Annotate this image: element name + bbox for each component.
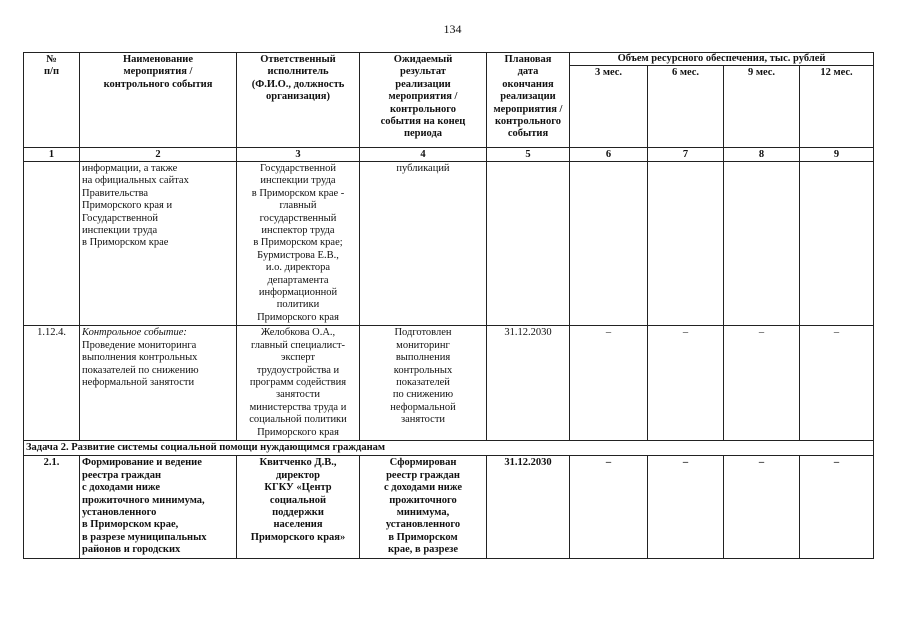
planned-date-cell: 31.12.2030	[487, 326, 570, 441]
responsible-cell: Государственной инспекции труда в Приморском крае - главный государственный инспектор труда в Приморском крае; Бурмистрова Е.В., и.о. директора департамента информационной политики Приморского края	[237, 162, 360, 326]
expected-result-cell: Подготовлен мониторинг выполнения контрольных показателей по снижению неформальной занятости	[360, 326, 487, 441]
column-number: 3	[237, 148, 360, 162]
column-number: 2	[80, 148, 237, 162]
column-number: 7	[648, 148, 724, 162]
column-number: 9	[800, 148, 874, 162]
resource-3m-cell: –	[570, 326, 648, 441]
resource-12m-cell: –	[800, 326, 874, 441]
table-row-1-12-4	[24, 326, 874, 441]
event-name-cell: Контрольное событие: Проведение мониторинга выполнения контрольных показателей по снижению неформальной занятости	[80, 326, 237, 441]
header-3-months: 3 мес.	[570, 66, 648, 148]
column-number: 1	[24, 148, 80, 162]
header-9-months: 9 мес.	[724, 66, 800, 148]
header-6-months: 6 мес.	[648, 66, 724, 148]
column-number: 8	[724, 148, 800, 162]
control-event-label: Контрольное событие:	[82, 327, 187, 339]
planned-date-cell: 31.12.2030	[487, 456, 570, 558]
table-row-continued	[24, 162, 874, 326]
header-number: № п/п	[24, 53, 80, 148]
expected-result-cell: публикаций	[360, 162, 487, 326]
event-name-cell: Формирование и ведение реестра граждан с доходами ниже прожиточного минимума, установленного в Приморском крае, в разрезе муниципальных районов и городских	[80, 456, 237, 558]
expected-result-cell: Сформирован реестр граждан с доходами ниже прожиточного минимума, установленного в Приморском крае, в разрезе	[360, 456, 487, 558]
column-number: 5	[487, 148, 570, 162]
header-12-months: 12 мес.	[800, 66, 874, 148]
resource-12m-cell: –	[800, 456, 874, 558]
page-number: 134	[443, 22, 462, 36]
resource-9m-cell: –	[724, 456, 800, 558]
column-number: 6	[570, 148, 648, 162]
row-number: 1.12.4.	[24, 326, 80, 441]
table-row-2-1	[24, 456, 874, 558]
task-heading: Задача 2. Развитие системы социальной помощи нуждающимся гражданам	[24, 440, 874, 455]
event-name-cell: информации, а также на официальных сайтах Правительства Приморского края и Государственной инспекции труда в Приморском крае	[80, 162, 237, 326]
resource-3m-cell: –	[570, 456, 648, 558]
header-event-name: Наименование мероприятия / контрольного события	[80, 53, 237, 148]
column-numbers-row	[24, 148, 874, 162]
header-row	[24, 53, 874, 66]
task-2-row	[24, 440, 874, 455]
column-number: 4	[360, 148, 487, 162]
header-expected-result: Ожидаемый результат реализации мероприятия / контрольного события на конец периода	[360, 53, 487, 148]
header-responsible: Ответственный исполнитель (Ф.И.О., должность организация)	[237, 53, 360, 148]
header-resources: Объем ресурсного обеспечения, тыс. рублей	[570, 53, 874, 66]
resource-6m-cell: –	[648, 326, 724, 441]
row-number: 2.1.	[24, 456, 80, 558]
responsible-cell: Квитченко Д.В., директор КГКУ «Центр социальной поддержки населения Приморского края»	[237, 456, 360, 558]
responsible-cell: Желобкова О.А., главный специалист- эксперт трудоустройства и программ содействия занятости министерства труда и социальной политики Приморского края	[237, 326, 360, 441]
resource-9m-cell: –	[724, 326, 800, 441]
header-planned-date: Плановая дата окончания реализации мероприятия / контрольного события	[487, 53, 570, 148]
resource-6m-cell: –	[648, 456, 724, 558]
action-plan-table	[23, 52, 874, 559]
